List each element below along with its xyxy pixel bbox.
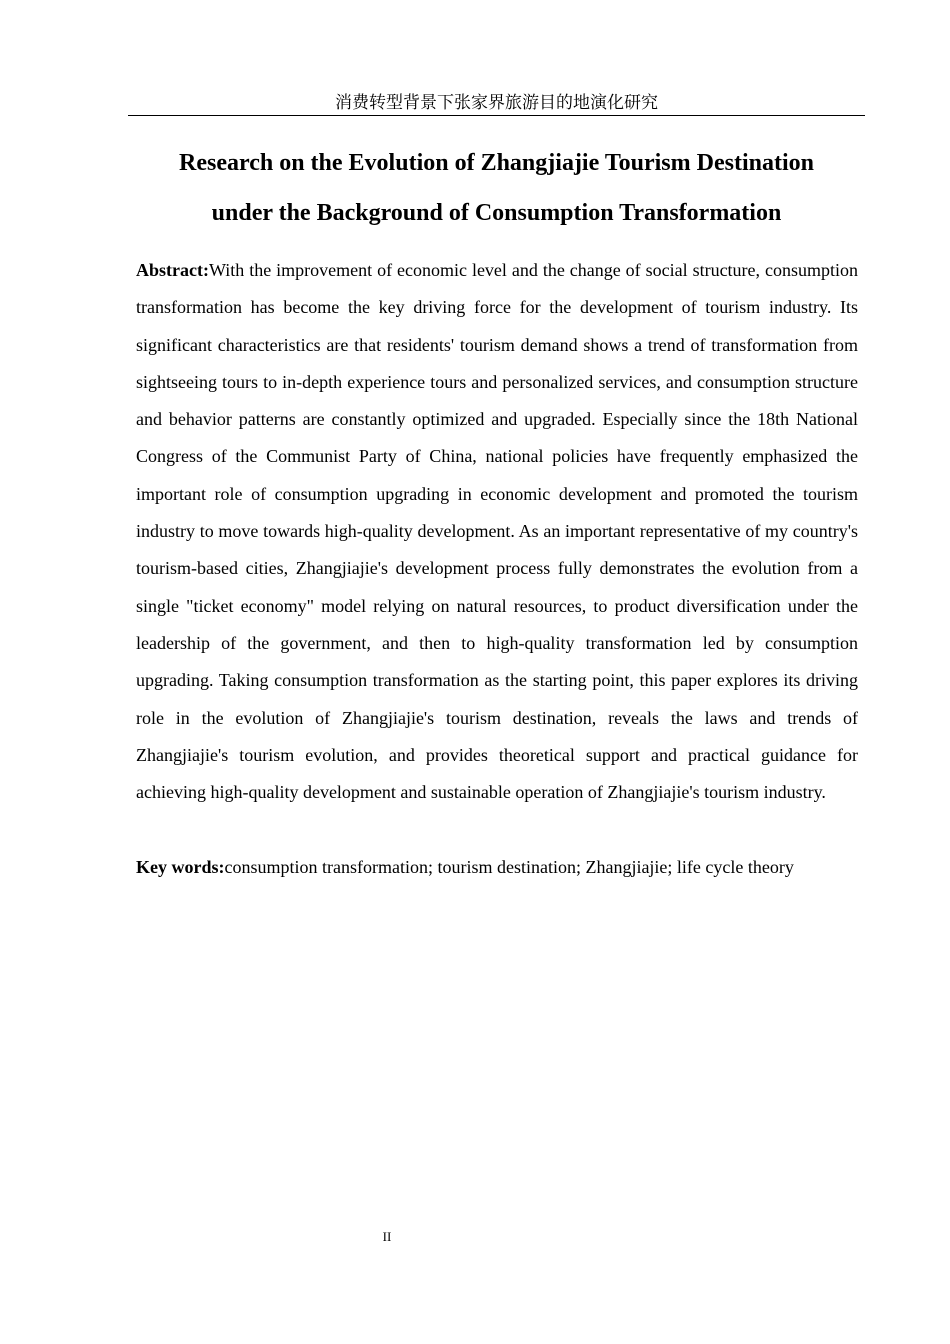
keywords-text: consumption transformation; tourism destination; Zhangjiajie; life cycle theory bbox=[224, 857, 794, 877]
running-header: 消费转型背景下张家界旅游目的地演化研究 bbox=[128, 92, 865, 116]
abstract-label: Abstract: bbox=[136, 260, 209, 280]
abstract-paragraph bbox=[136, 252, 858, 811]
keywords-line bbox=[136, 852, 858, 882]
page-number: II bbox=[382, 1229, 392, 1244]
paper-title-line-2: under the Background of Consumption Transformation bbox=[211, 200, 782, 226]
paper-title-line-1: Research on the Evolution of Zhangjiajie Tourism Destination bbox=[179, 150, 814, 176]
paper-title bbox=[128, 138, 865, 238]
keywords-label: Key words: bbox=[136, 857, 225, 877]
abstract-text: With the improvement of economic level and the change of social structure, consumption transformation has become the key driving force for the development of tourism industry. Its significant characteristics are that residents' tourism demand shows a trend of transformation from sightseeing tours to in-depth experience tours and personalized services, and consumption structure and behavior patterns are constantly optimized and upgraded. Especially since the 18th National Congress of the Communist Party of China, national policies have frequently emphasized the important role of consumption upgrading in economic development and promoted the tourism industry to move towards high-quality development. As an important representative of my country's tourism-based cities, Zhangjiajie's development process fully demonstrates the evolution from a single "ticket economy" model relying on natural resources, to product diversification under the leadership of the government, and then to high-quality transformation led by consumption upgrading. Taking consumption transformation as the starting point, this paper explores its driving role in the evolution of Zhangjiajie's tourism destination, reveals the laws and trends of Zhangjiajie's tourism evolution, and provides theoretical support and practical guidance for achieving high-quality development and sustainable operation of Zhangjiajie's tourism industry. bbox=[136, 260, 858, 803]
